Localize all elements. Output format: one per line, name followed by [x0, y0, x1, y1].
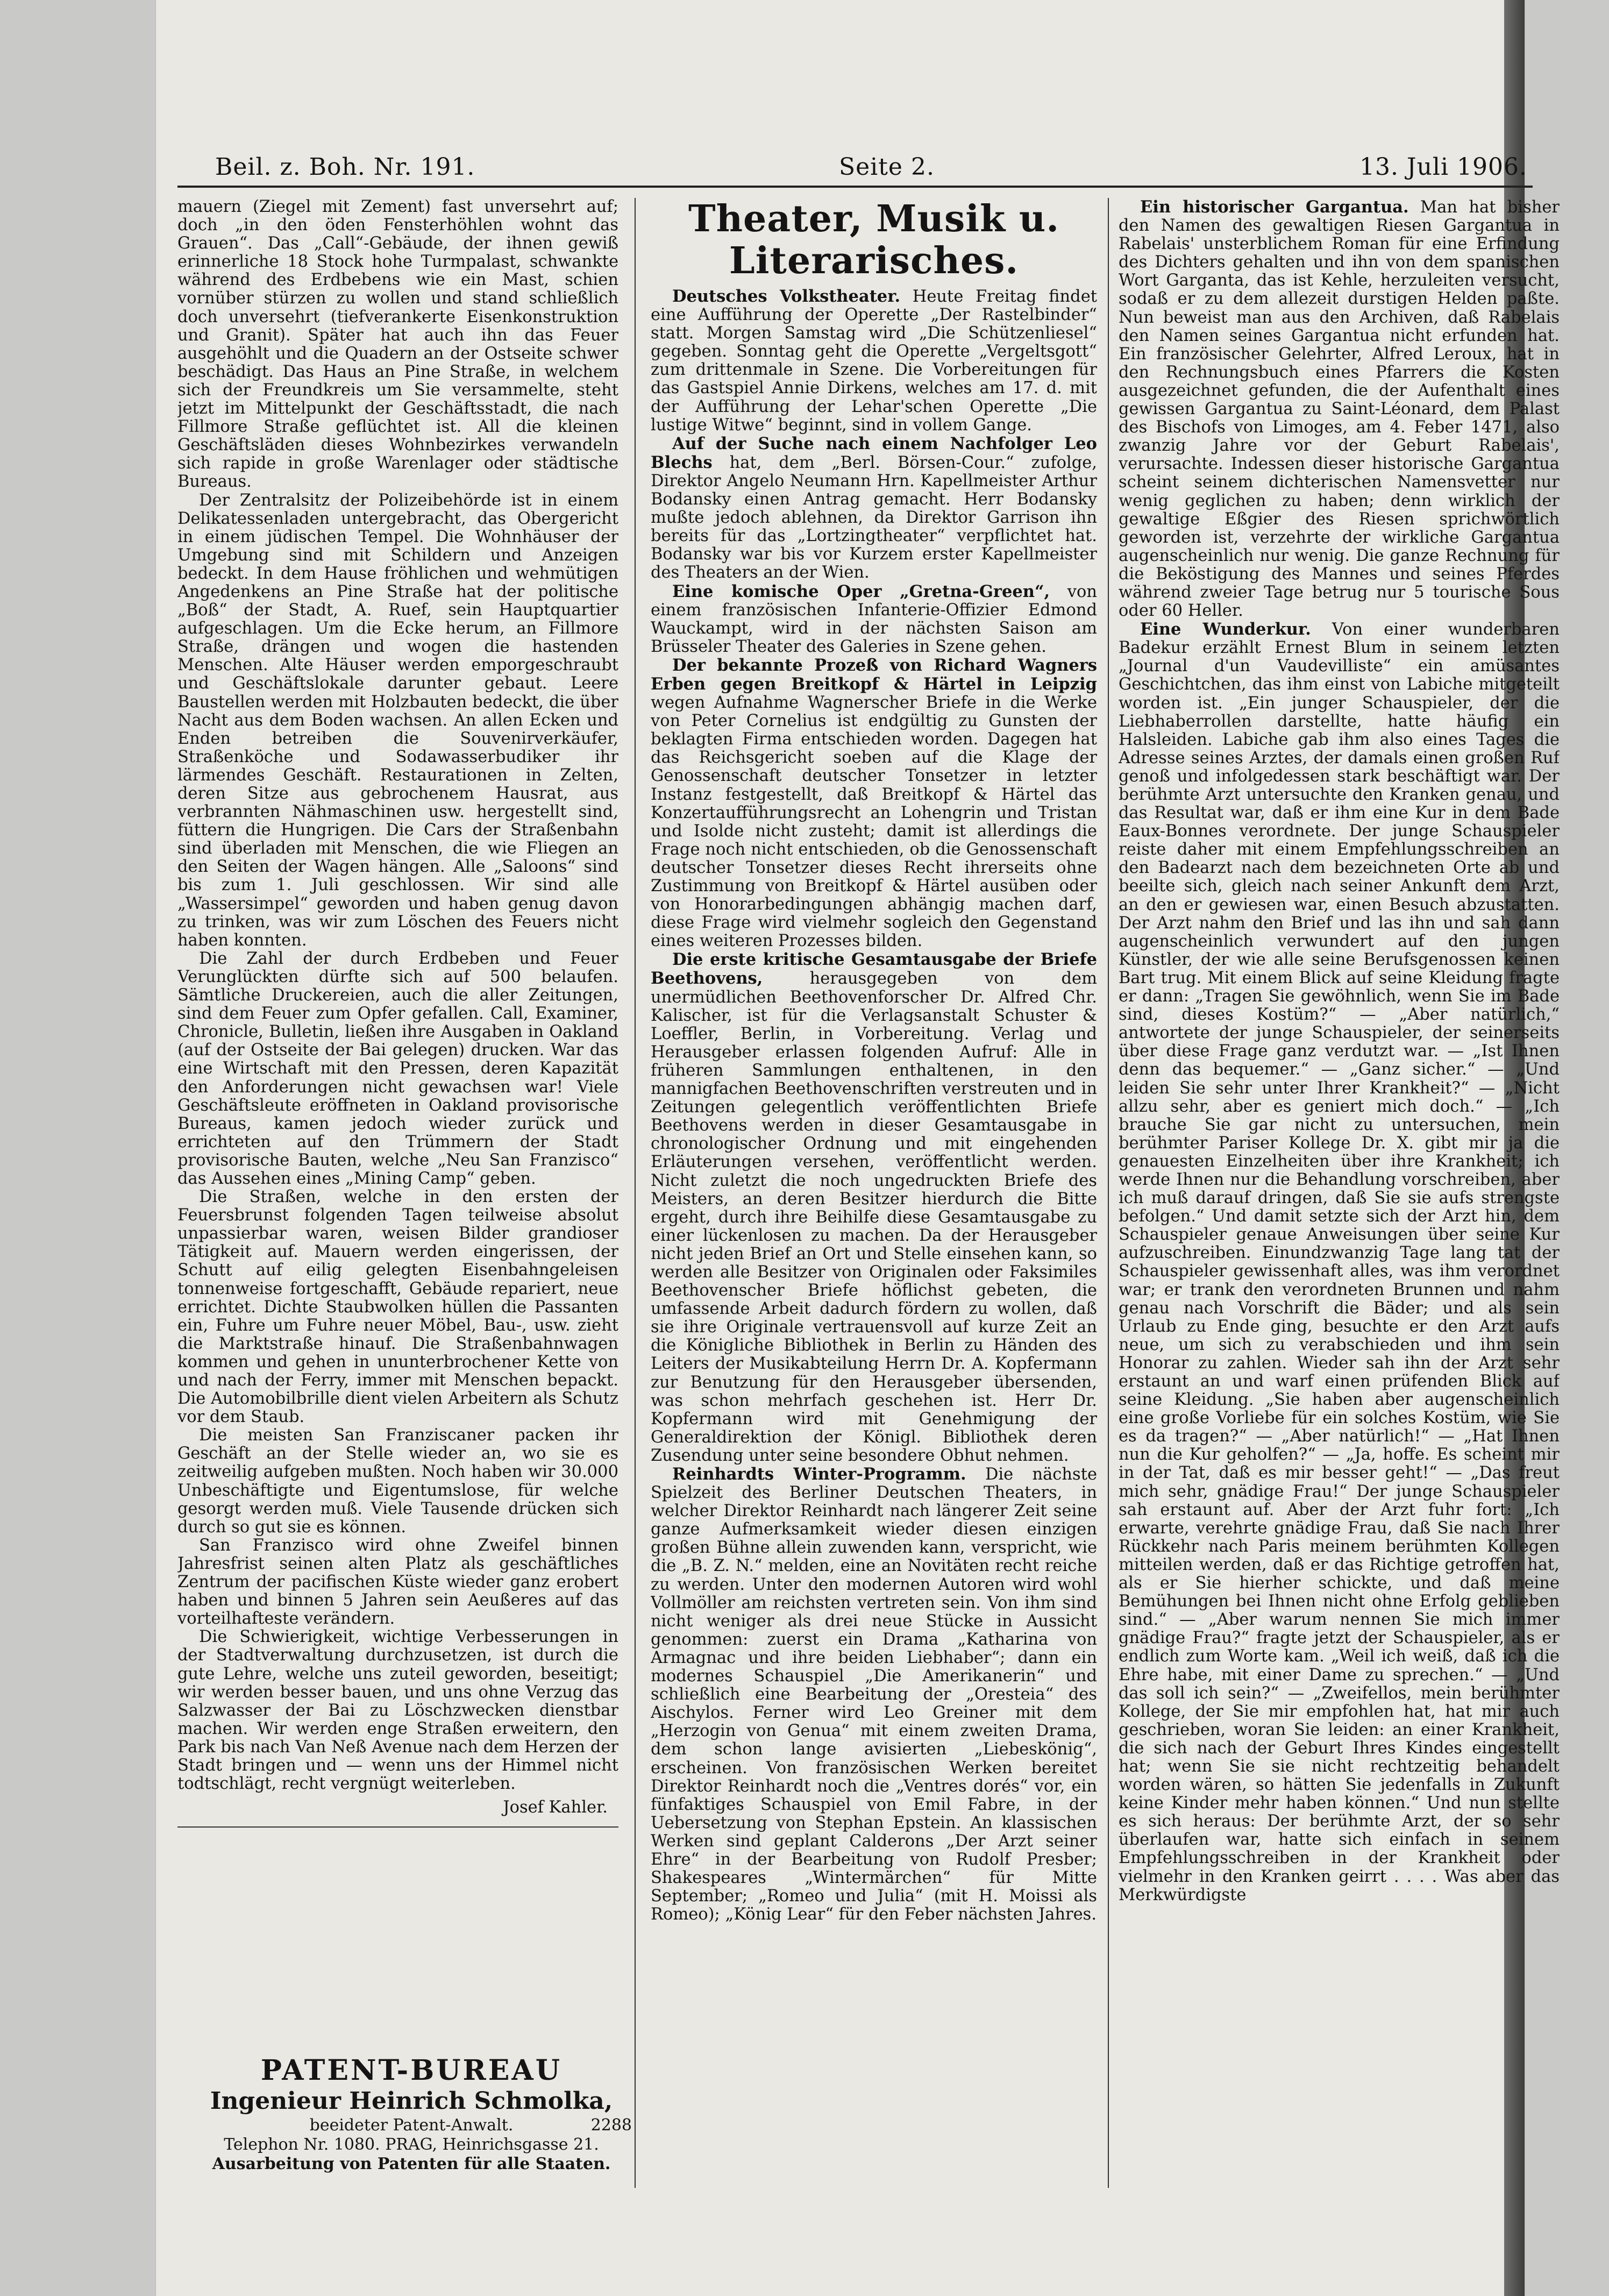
article-paragraph: Die meisten San Franziscaner packen ihr Geschäft an der Stelle wieder an, wo sie es zeitweilig aufgeben mußten. Noch haben wir 30.000 Unbeschäftigte und Eigentumslose, für welche gesorgt werden muß. Viele Tausende drücken sich durch so gut sie es können. [177, 1426, 618, 1537]
patent-bureau-ad [186, 2055, 637, 2200]
article [651, 950, 1097, 1465]
article [651, 1465, 1097, 1924]
article-title: Reinhardts Winter-Programm. [672, 1465, 966, 1484]
article-title: Deutsches Volkstheater. [672, 287, 901, 306]
article-title: Die erste kritische Gesamtausgabe der Briefe Beethovens, [651, 950, 1097, 989]
issue-date: 13. Juli 1906. [1359, 153, 1527, 181]
article [651, 656, 1097, 951]
article-body: von einem französischen Infanterie-Offizier Edmond Wauckampt, wird in der nächsten Saison am Brüsseler Theater des Galeries in Szene gehen. [651, 582, 1097, 656]
ad-title: PATENT-BUREAU [260, 2054, 563, 2087]
article-body: Man hat bisher den Namen des gewaltigen Riesen Gargantua in Rabelais' unsterblichem Roman für eine Erfindung des Dichters gehalten und ihn von dem spanischen Wort Garganta, das ist Kehle, herzuleiten versucht, sodaß er zu dem allezeit durstigen Helden paßte. Nun beweist man aus den Archiven, daß Rabelais den Namen seines Gargantua nicht erfunden hat. Ein französischer Gelehrter, Alfred Leroux, hat in den Rechnungsbuch eines Pfarrers die Kosten ausgezeichnet gefunden, die der Aufenthalt eines gewissen Gargantua zu Saint-Léonard, dem Palast des Bischofs von Limoges, am 4. Feber 1471, also zwanzig Jahre vor der Geburt Rabelais', verursachte. Indessen dieser historische Gargantua scheint seinem dichterischen Namensvetter nur wenig geglichen zu haben; denn wirklich der gewaltige Eßgier des Riesen sprichwörtlich geworden ist, verzehrte der wirkliche Gargantua augenscheinlich nur wenig. Die ganze Rechnung für die Beköstigung des Mannes und seines Pferdes während zweier Tage betrug nur 5 tourische Sous oder 60 Heller. [1119, 198, 1560, 621]
section-title: Theater, Musik u. Literarisches. [688, 198, 1059, 282]
article-paragraph: Die Straßen, welche in den ersten der Feuersbrunst folgenden Tagen teilweise absolut unpassierbar waren, weisen Bilder grandioser Tätigkeit auf. Mauern werden eingerissen, der Schutt auf eilig gelegten Eisenbahngeleisen tonnenweise fortgeschafft, Gebäude repariert, neue errichtet. Dichte Staubwolken hüllen die Passanten ein, Fuhre um Fuhre neuer Möbel, Bau-, usw. zieht die Marktstraße hinauf. Die Straßenbahnwagen kommen und gehen in ununterbrochener Kette von und nach der Ferry, immer mit Menschen bepackt. Die Automobilbrille dient vielen Arbeitern als Schutz vor dem Staub. [177, 1188, 618, 1427]
ad-code: 2288 [590, 2116, 632, 2135]
page-header [215, 153, 1527, 181]
article [1119, 198, 1560, 620]
article-paragraph: mauern (Ziegel mit Zement) fast unversehrt auf; doch „in den öden Fensterhöhlen wohnt das Grauen“. Das „Call“-Gebäude, der ihnen gewiß erinnerliche 18 Stock hohe Turmpalast, schwankte während des Erdbebens wie ein Mast, schien vornüber stürzen zu wollen und stand schließlich doch unversehrt (tiefverankerte Eisenkonstruktion und Granit). Später hat auch ihn das Feuer ausgehöhlt und die Quadern an der Ostseite schwer beschädigt. Das Haus an Pine Straße, in welchem sich der Freundkreis um Sie versammelte, steht jetzt im Mittelpunkt der Geschäftsstadt, die nach Fillmore Straße geflüchtet ist. All die kleinen Geschäftsläden dieses Wohnbezirkes verwandeln sich rapide in große Warenlager oder städtische Bureaus. [177, 198, 618, 492]
divider [177, 1826, 618, 1828]
article [651, 287, 1097, 435]
column-divider [1108, 198, 1109, 2188]
ad-name: Ingenieur Heinrich Schmolka, [210, 2087, 613, 2115]
page-number: Seite 2. [839, 153, 935, 181]
article-title: Eine komische Oper „Gretna-Green“, [672, 581, 1050, 601]
column-left [177, 198, 618, 2274]
article-body: Heute Freitag findet eine Aufführung der Operette „Der Rastelbinder“ statt. Morgen Samstag wird „Die Schützenliesel“ gegeben. Sonntag geht die Operette „Vergeltsgott“ zum drittenmale in Szene. Die Vorbereitungen für das Gastspiel Annie Dirkens, welches am 17. d. mit der Aufführung der Lehar'schen Operette „Die lustige Witwe“ beginnt, sind in vollem Gange. [651, 287, 1097, 435]
article-body: hat, dem „Berl. Börsen-Cour.“ zufolge, Direktor Angelo Neumann Hrn. Kapellmeister Arthur Bodansky einen Antrag gemacht. Herr Bodansky mußte jedoch ablehnen, da Direktor Garrison ihn bereits für das „Lortzingtheater“ verpflichtet hat. Bodansky war bis vor Kurzem erster Kapellmeister des Theaters an der Wien. [651, 453, 1097, 582]
supplement-number: Beil. z. Boh. Nr. 191. [215, 153, 475, 181]
ad-tagline: Ausarbeitung von Patenten für alle Staaten. [212, 2155, 611, 2173]
ad-row [186, 2116, 637, 2135]
ad-address: Telephon Nr. 1080. PRAG, Heinrichsgasse 21. [224, 2135, 599, 2154]
article-body: Die nächste Spielzeit des Berliner Deutschen Theaters, in welcher Direktor Reinhardt nach längerer Zeit seine ganze Aufmerksamkeit wieder diesen einzigen großen Bühne allein zuwenden kann, verspricht, wie die „B. Z. N.“ melden, eine an Novitäten recht reiche zu werden. Unter den modernen Autoren wird wohl Vollmöller am reichsten vertreten sein. Von ihm sind nicht weniger als drei neue Stücke in Aussicht genommen: zuerst ein Drama „Katharina von Armagnac und ihre beiden Liebhaber“; dann ein modernes Schauspiel „Die Amerikanerin“ und schließlich eine Bearbeitung der „Oresteia“ des Aischylos. Ferner wird Leo Greiner mit dem „Herzogin von Genua“ mit einem zweiten Drama, dem schon lange avisierten „Liebeskönig“, erscheinen. Von französischen Werken bereitet Direktor Reinhardt noch die „Ventres dorés“ vor, ein fünfaktiges Schauspiel von Emil Fabre, in der Uebersetzung von Stephan Epstein. An klassischen Werken sind geplant Calderons „Der Arzt seiner Ehre“ in der Bearbeitung von Rudolf Presber; Shakespeares „Wintermärchen“ für Mitte September; „Romeo und Julia“ (mit H. Moissi als Romeo); „König Lear“ für den Feber nächsten Jahres. [651, 1465, 1097, 1924]
author-signature: Josef Kahler. [503, 1798, 608, 1817]
column-divider [635, 198, 636, 2188]
header-rule [177, 186, 1533, 188]
article-title: Eine Wunderkur. [1140, 620, 1311, 639]
ad-line: beeideter Patent-Anwalt. [309, 2116, 514, 2135]
article-body: wegen Aufnahme Wagnerscher Briefe in die Werke von Peter Cornelius ist endgültig zu Gunsten der beklagten Firma entschieden worden. Dagegen hat das Reichsgericht soeben auf die Klage der Genossenschaft deutscher Tonsetzer in letzter Instanz festgestellt, daß Breitkopf & Härtel das Konzertaufführungsrecht an Lohengrin und Tristan und Isolde nicht zusteht; damit ist allerdings die Frage noch nicht entschieden, ob die Genossenschaft deutscher Tonsetzer dieses Recht ihrerseits ohne Zustimmung von Breitkopf & Härtel ausüben oder von Honorarbedingungen abhängig machen darf, diese Frage wird vielmehr sogleich den Gegenstand eines weiteren Prozesses bilden. [651, 693, 1097, 951]
article-body: Von einer wunderbaren Badekur erzählt Ernest Blum in seinem letzten „Journal d'un Vaudevilliste“ ein amüsantes Geschichtchen, das ihm einst von Labiche mitgeteilt worden ist. „Ein junger Schauspieler, der die Liebhaberrollen darstellte, hatte häufig ein Halsleiden. Labiche gab ihm also eines Tages die Adresse seines Arztes, der damals einen großen Ruf genoß und infolgedessen stark beschäftigt war. Der berühmte Arzt untersuchte den Kranken genau, und das Resultat war, daß er ihm eine Kur in dem Bade Eaux-Bonnes verordnete. Der junge Schauspieler reiste daher mit einem Empfehlungsschreiben an den Badearzt nach dem bezeichneten Orte ab und beeilte sich, gleich nach seiner Ankunft dem Arzt, an den er gewiesen war, einen Besuch abzustatten. Der Arzt nahm den Brief und las ihn und sah dann augenscheinlich verwundert auf den jungen Künstler, der wie alle seine Berufsgenossen keinen Bart trug. Mit einem Blick auf seine Kleidung fragte er dann: „Tragen Sie gewöhnlich, wenn Sie im Bade sind, dieses Kostüm?“ — „Aber natürlich,“ antwortete der junge Schauspieler, der seinerseits über diese Frage ganz verdutzt war. — „Ist Ihnen denn das bequemer.“ — „Ganz sicher.“ — „Und leiden Sie sehr unter Ihrer Krankheit?“ — „Nicht allzu sehr, aber es geniert mich doch.“ — „Ich brauche Sie gar nicht zu untersuchen, mein berühmter Pariser Kollege Dr. X. gibt mir ja die genauesten Einzelheiten über ihre Krankheit; ich werde Ihnen nur die Behandlung vorschreiben, aber ich muß darauf dringen, daß Sie sie aufs strengste befolgen.“ Und damit setzte sich der Arzt hin, dem Schauspieler genaue Anweisungen über seine Kur aufzuschreiben. Einundzwanzig Tage lang tat der Schauspieler gewissenhaft alles, was ihm verordnet war; er trank den verordneten Brunnen und nahm genau nach Vorschrift die Bäder; und als sein Urlaub zu Ende ging, besuchte er den Arzt aufs neue, um sich zu verabschieden und ihm sein Honorar zu zahlen. Wieder sah ihn der Arzt sehr erstaunt an und warf einen prüfenden Blick auf seine Kleidung. „Sie haben aber augenscheinlich eine große Vorliebe für ein solches Kostüm, wie Sie es da tragen?“ — „Aber natürlich!“ — „Hat Ihnen nun die Kur geholfen?“ — „Ja, hoffe. Es scheint mir in der Tat, daß es mir besser geht!“ — „Das freut mich sehr, gnädige Frau!“ Der junge Schauspieler sah erstaunt auf. Aber der Arzt fuhr fort: „Ich erwarte, verehrte gnädige Frau, daß Sie nach Ihrer Rückkehr nach Paris meinem berühmten Kollegen mitteilen werden, daß er das Richtige getroffen hat, als er Sie hierher schickte, und daß meine Bemühungen bei Ihnen nicht ohne Erfolg geblieben sind.“ — „Aber warum nennen Sie mich immer gnädige Frau?“ fragte jetzt der Schauspieler, als er endlich zum Worte kam. „Weil ich weiß, daß ich die Ehre habe, mit einer Dame zu sprechen.“ — „Und das soll ich sein?“ — „Zweifellos, mein berühmter Kollege, der Sie mir empfohlen hat, hat mir auch geschrieben, woran Sie leiden: an einer Krankheit, die sich nach der Geburt Ihres Kindes eingestellt hat; wenn Sie sie nicht rechtzeitig behandelt worden wären, so hätten Sie jedenfalls in Zukunft keine Kinder mehr haben können.“ Und nun stellte es sich heraus: Der berühmte Arzt, der so sehr überlaufen war, hatte sich einfach in seinem Empfehlungsschreiben in der Krankheit oder vielmehr in den Kranken geirrt . . . . Was aber das Merkwürdigste [1119, 620, 1560, 1904]
article-title: Der bekannte Prozeß von Richard Wagners Erben gegen Breitkopf & Härtel in Leipzig [651, 655, 1097, 694]
article-title: Auf der Suche nach einem Nachfolger Leo Blechs [651, 433, 1097, 472]
article-paragraph: Die Zahl der durch Erdbeben und Feuer Verunglückten dürfte sich auf 500 belaufen. Sämtliche Druckereien, auch die aller Zeitungen, sind dem Feuer zum Opfer gefallen. Call, Examiner, Chronicle, Bulletin, ließen ihre Ausgaben in Oakland (auf der Ostseite der Bai gelegen) drucken. War das eine Wirtschaft mit den Pressen, deren Kapazität den Anforderungen nicht gewachsen war! Viele Geschäftsleute eröffneten in Oakland provisorische Bureaus, kamen jedoch wieder zurück und errichteten auf den Trümmern der Stadt provisorische Bauten, welche „Neu San Franzisco“ das Aussehen eines „Mining Camp“ geben. [177, 949, 618, 1188]
article-paragraph: Der Zentralsitz der Polizeibehörde ist in einem Delikatessenladen untergebracht, das Obergericht in einem jüdischen Tempel. Die Wohnhäuser der Umgebung sind mit Schildern und Anzeigen bedeckt. In dem Hause fröhlichen und wehmütigen Angedenkens an Pine Straße hat der politische „Boß“ der Stadt, A. Ruef, sein Hauptquartier aufgeschlagen. Um die Ecke herum, an Fillmore Straße, drängen und wogen die hastenden Menschen. Alte Häuser werden emporgeschraubt und Geschäftslokale darunter gebaut. Leere Baustellen werden mit Holzbauten bedeckt, die über Nacht aus dem Boden wachsen. An allen Ecken und Enden betreiben die Souvenirverkäufer, Straßenköche und Sodawasserbudiker ihr lärmendes Geschäft. Restaurationen in Zelten, deren Sitze aus gebrochenem Hausrat, aus verbrannten Nähmaschinen usw. hergestellt sind, füttern die Hungrigen. Die Cars der Straßenbahn sind überladen mit Menschen, die wie Fliegen an den Seiten der Wagen hängen. Alle „Saloons“ sind bis zum 1. Juli geschlossen. Wir sind alle „Wassersimpel“ geworden und haben genug davon zu trinken, was wir zum Löschen des Feuers nicht haben konnten. [177, 491, 618, 950]
article-paragraph: Die Schwierigkeit, wichtige Verbesserungen in der Stadtverwaltung durchzusetzen, ist durch die gute Lehre, welche uns zuteil geworden, beseitigt; wir werden besser bauen, und uns ohne Verzug das Salzwasser der Bai zu Löschzwecken dienstbar machen. Wir werden enge Straßen erweitern, den Park bis nach Van Neß Avenue nach dem Herzen der Stadt bringen und — wenn uns der Himmel nicht todtschlägt, recht vergnügt weiterleben. [177, 1627, 618, 1794]
article [651, 435, 1097, 582]
article-body: herausgegeben von dem unermüdlichen Beethovenforscher Dr. Alfred Chr. Kalischer, ist für die Verlagsanstalt Schuster & Loeffler, Berlin, in Vorbereitung. Verlag und Herausgeber erlassen folgenden Aufruf: Alle in früheren Sammlungen enthaltenen, in den mannigfachen Beethovenschriften verstreuten und in Zeitungen gelegentlich veröffentlichten Briefe Beethovens werden in dieser Gesamtausgabe in chronologischer Ordnung und mit eingehenden Erläuterungen versehen, veröffentlicht werden. Nicht zuletzt die noch ungedruckten Briefe des Meisters, an deren Besitzer hierdurch die Bitte ergeht, durch ihre Beihilfe diese Gesamtausgabe zu einer lückenlosen zu machen. Da der Herausgeber nicht jeden Brief an Ort und Stelle einsehen kann, so werden alle Besitzer von Originalen oder Faksimiles Beethovenscher Briefe höflichst gebeten, die umfassende Arbeit dadurch fördern zu wollen, daß sie ihre Originale vertrauensvoll auf kurze Zeit an die Königliche Bibliothek in Berlin zu Händen des Leiters der Musikabteilung Herrn Dr. A. Kopfermann zur Benutzung für den Herausgeber übersenden, was schon mehrfach geschehen ist. Herr Dr. Kopfermann wird mit Genehmigung der Generaldirektion der Königl. Bibliothek deren Zusendung unter seine besondere Obhut nehmen. [651, 969, 1097, 1465]
column-right [1119, 198, 1560, 2274]
article-paragraph: San Franzisco wird ohne Zweifel binnen Jahresfrist seinen alten Platz als geschäftliches Zentrum der pacifischen Küste wieder ganz erobert haben und binnen 5 Jahren sein Aeußeres auf das vorteilhafteste verändern. [177, 1536, 618, 1629]
article-title: Ein historischer Gargantua. [1140, 198, 1409, 217]
article [1119, 620, 1560, 1904]
column-middle [651, 198, 1097, 2274]
article [651, 582, 1097, 656]
